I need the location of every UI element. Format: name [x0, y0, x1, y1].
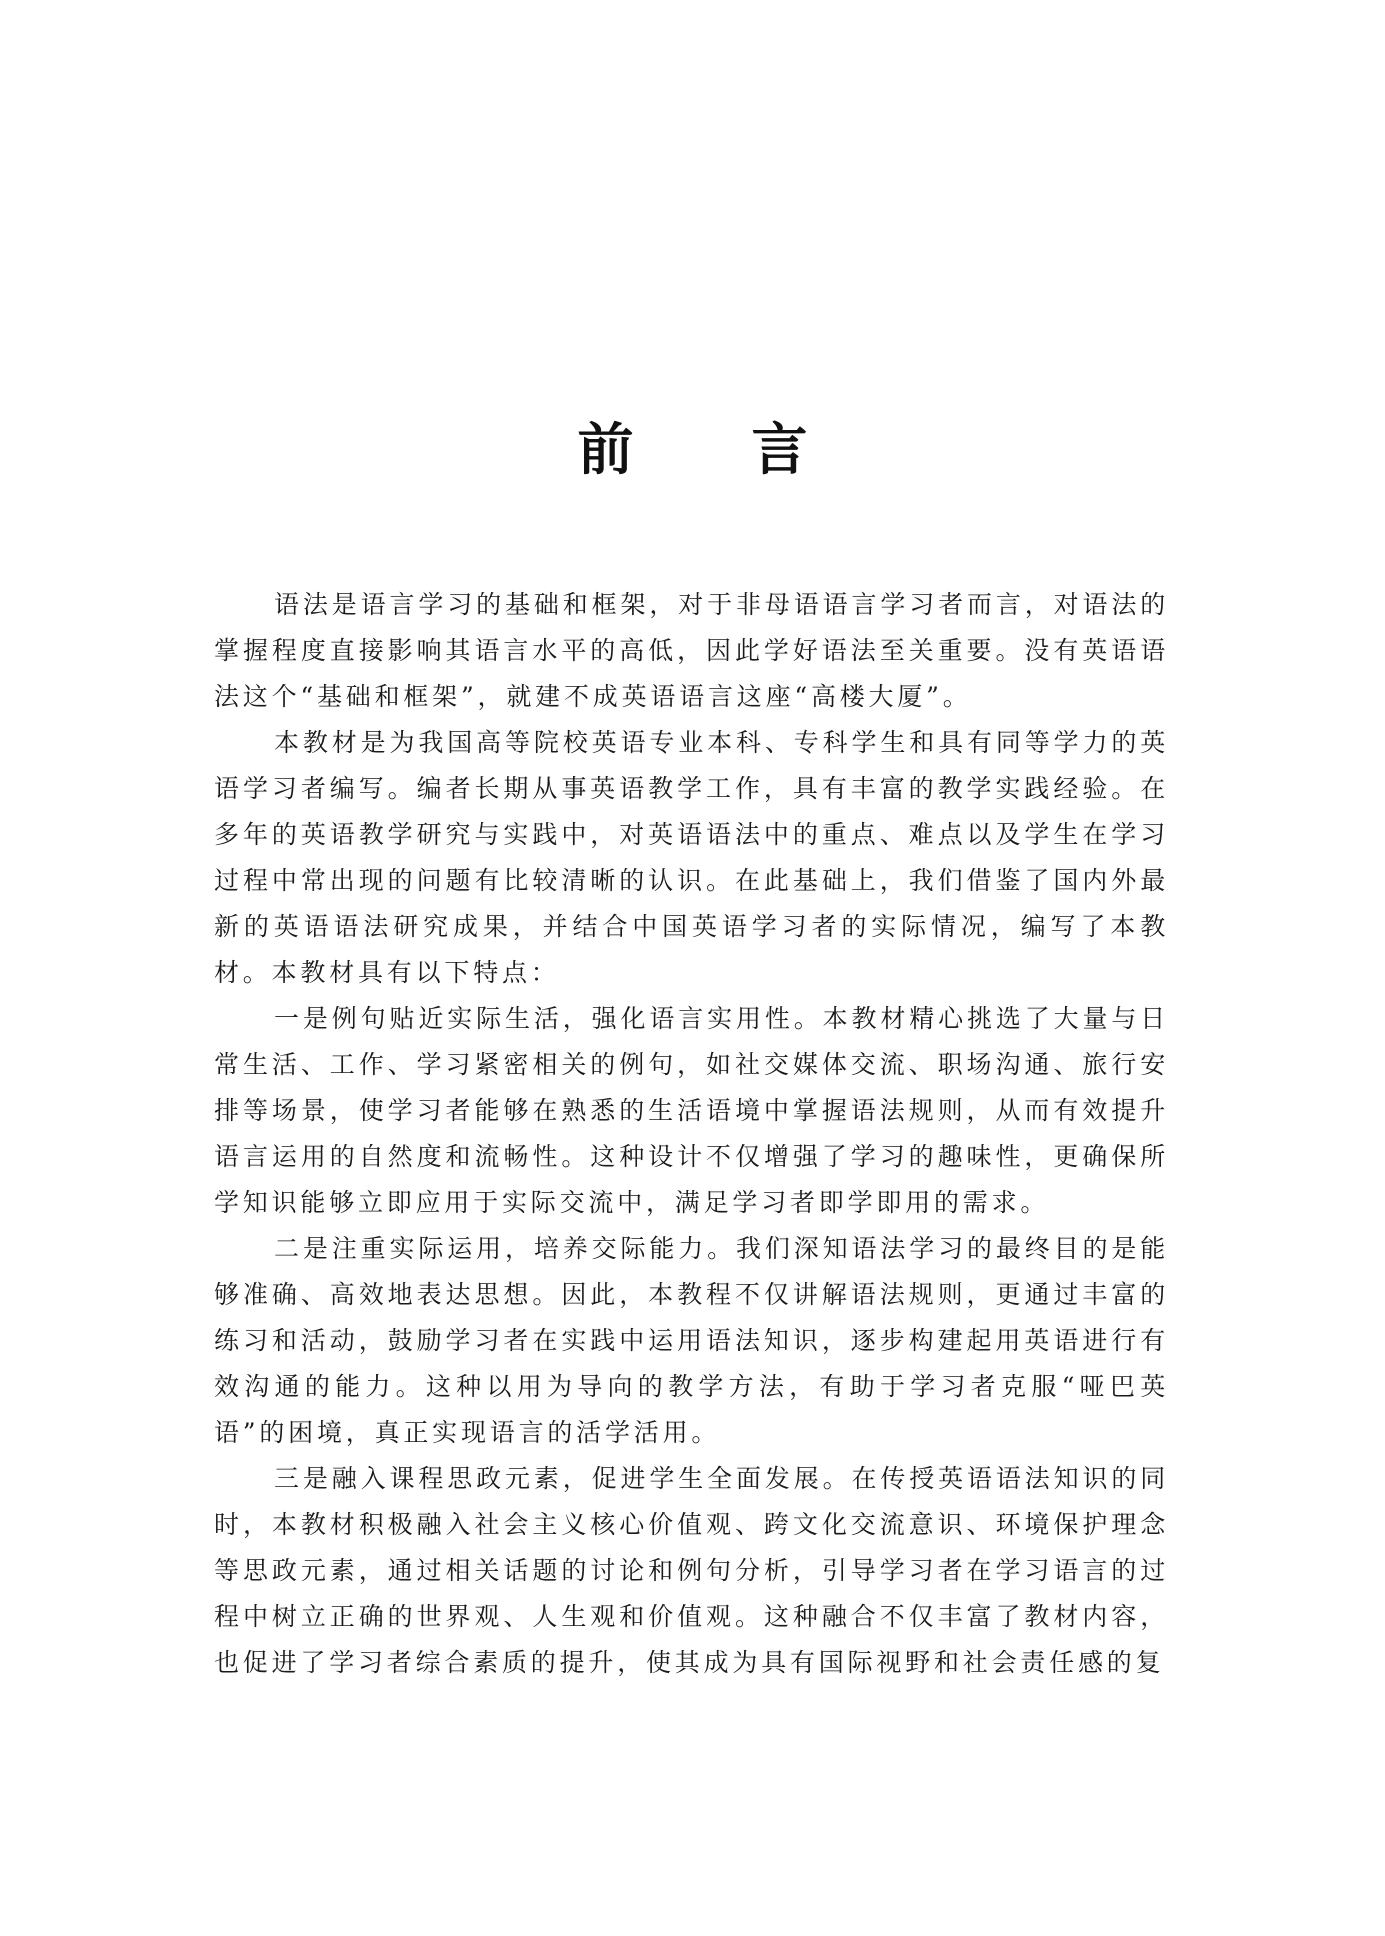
paragraph-intro: 语法是语言学习的基础和框架，对于非母语语言学习者而言，对语法的掌握程度直接影响其语言水平的高低，因此学好语法至关重要。没有英语语法这个“基础和框架”，就建不成英语语言这座“高楼大厦”。 [214, 590, 1169, 711]
paragraph-audience: 本教材是为我国高等院校英语专业本科、专科学生和具有同等学力的英语学习者编写。编者长期从事英语教学工作，具有丰富的教学实践经验。在多年的英语教学研究与实践中，对英语语法中的重点、难点以及学生在学习过程中常出现的问题有比较清晰的认识。在此基础上，我们借鉴了国内外最新的英语语法研究成果，并结合中国英语学习者的实际情况，编写了本教材。本教材具有以下特点： [214, 728, 1169, 987]
page-title: 前言 [577, 417, 926, 483]
paragraph-feature-2: 二是注重实际运用，培养交际能力。我们深知语法学习的最终目的是能够准确、高效地表达思想。因此，本教程不仅讲解语法规则，更通过丰富的练习和活动，鼓励学习者在实践中运用语法知识，逐步构建起用英语进行有效沟通的能力。这种以用为导向的教学方法，有助于学习者克服“哑巴英语”的困境，真正实现语言的活学活用。 [214, 1234, 1169, 1447]
paragraph-feature-1: 一是例句贴近实际生活，强化语言实用性。本教材精心挑选了大量与日常生活、工作、学习紧密相关的例句，如社交媒体交流、职场沟通、旅行安排等场景，使学习者能够在熟悉的生活语境中掌握语法规则，从而有效提升语言运用的自然度和流畅性。这种设计不仅增强了学习的趣味性，更确保所学知识能够立即应用于实际交流中，满足学习者即学即用的需求。 [214, 1004, 1169, 1217]
paragraph-feature-3: 三是融入课程思政元素，促进学生全面发展。在传授英语语法知识的同时，本教材积极融入社会主义核心价值观、跨文化交流意识、环境保护理念等思政元素，通过相关话题的讨论和例句分析，引导学习者在学习语言的过程中树立正确的世界观、人生观和价值观。这种融合不仅丰富了教材内容，也促进了学习者综合素质的提升，使其成为具有国际视野和社会责任感的复 [214, 1464, 1169, 1677]
preface-body [214, 582, 1169, 1686]
